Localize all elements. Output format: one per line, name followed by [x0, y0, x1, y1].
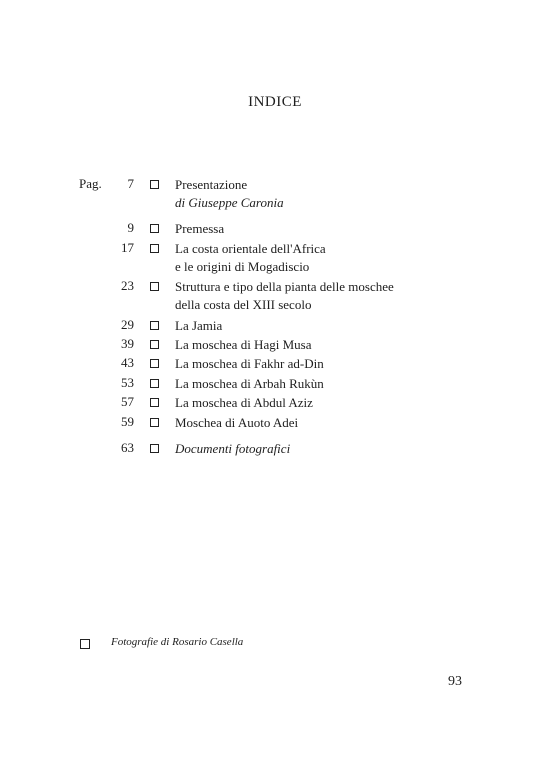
- square-bullet-icon: [150, 444, 159, 453]
- square-bullet-icon: [80, 639, 90, 649]
- toc-entry-byline: di Giuseppe Caronia: [175, 195, 284, 210]
- toc-page-number: 63: [121, 440, 134, 455]
- toc-entry-title-line2: e le origini di Mogadiscio: [175, 259, 310, 274]
- toc-page-number: 23: [121, 278, 134, 293]
- square-bullet-icon: [150, 282, 159, 291]
- toc-page-number: 57: [121, 394, 134, 409]
- toc-page-number: 39: [121, 336, 134, 351]
- square-bullet-icon: [150, 224, 159, 233]
- square-bullet-icon: [150, 244, 159, 253]
- toc-page-number: 53: [121, 375, 134, 390]
- toc-entry-title: La moschea di Hagi Musa: [175, 337, 312, 352]
- square-bullet-icon: [150, 321, 159, 330]
- toc-page-number: 29: [121, 317, 134, 332]
- toc-entry-title: Moschea di Auoto Adei: [175, 415, 299, 430]
- toc-page-number: 17: [121, 240, 134, 255]
- square-bullet-icon: [150, 418, 159, 427]
- toc-page-number: 43: [121, 355, 134, 370]
- toc-entry-title: Struttura e tipo della pianta delle moschee: [175, 279, 394, 294]
- photo-credit: Fotografie di Rosario Casella: [111, 636, 244, 648]
- toc-page-number: 9: [127, 220, 134, 235]
- square-bullet-icon: [150, 359, 159, 368]
- toc-entry-title: La costa orientale dell'Africa: [175, 241, 326, 256]
- toc-page-number: 59: [121, 414, 134, 429]
- toc-entry-title: La moschea di Fakhr ad-Din: [175, 356, 324, 371]
- square-bullet-icon: [150, 340, 159, 349]
- square-bullet-icon: [150, 398, 159, 407]
- toc-entry: [0, 176, 550, 216]
- toc-entry-title: Premessa: [175, 221, 225, 236]
- square-bullet-icon: [150, 180, 159, 189]
- square-bullet-icon: [150, 379, 159, 388]
- toc-entry-title: La Jamia: [175, 318, 223, 333]
- toc-entry-title: La moschea di Abdul Aziz: [175, 395, 313, 410]
- toc-entry-title: Documenti fotografici: [175, 441, 291, 456]
- toc-entry-title: Presentazione: [175, 177, 248, 192]
- toc-entry: [0, 440, 550, 480]
- toc-entry-title-line2: della costa del XIII secolo: [175, 297, 312, 312]
- page-title: INDICE: [248, 94, 302, 110]
- toc-entry-title: La moschea di Arbah Rukùn: [175, 376, 324, 391]
- pag-label: Pag.: [79, 176, 102, 191]
- page-number: 93: [448, 674, 462, 689]
- toc-entry: [0, 240, 550, 280]
- toc-entry: [0, 278, 550, 318]
- toc-page-number: 7: [127, 176, 134, 191]
